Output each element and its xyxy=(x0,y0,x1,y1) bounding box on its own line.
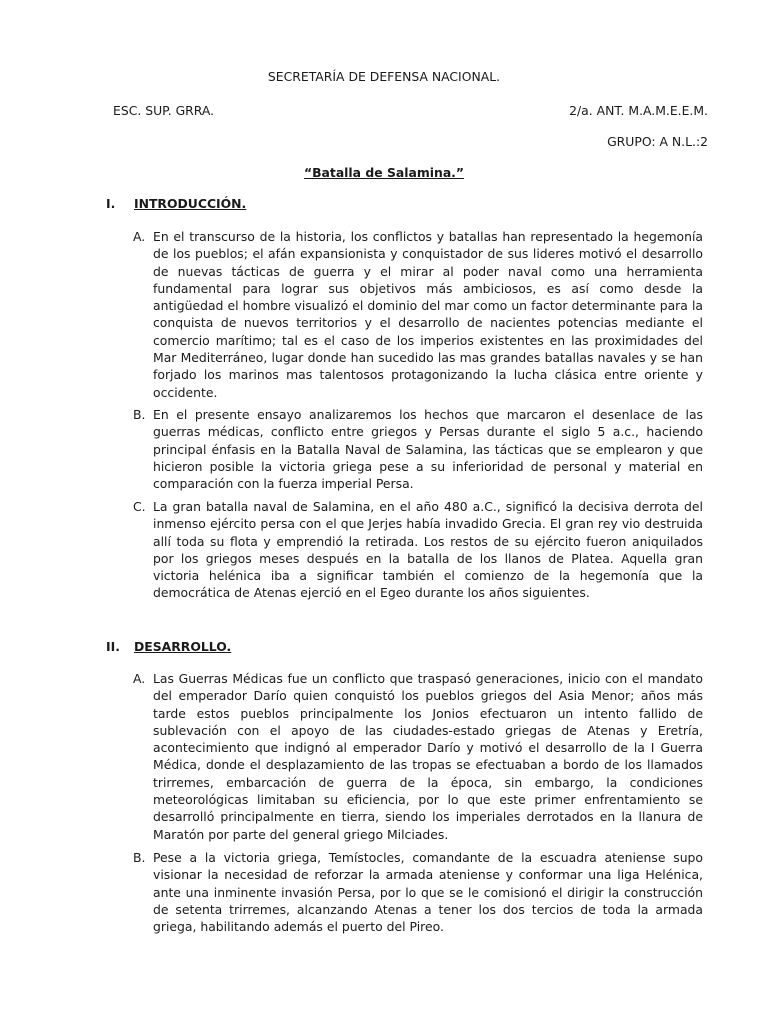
section-heading-text: DESARROLLO. xyxy=(134,639,232,654)
section-numeral: II. xyxy=(106,639,120,654)
institution-header: SECRETARÍA DE DEFENSA NACIONAL. xyxy=(267,69,501,84)
paragraph-letter: A. xyxy=(133,229,146,244)
school-label: ESC. SUP. GRRA. xyxy=(113,103,215,118)
document-title: “Batalla de Salamina.” xyxy=(303,165,465,180)
paragraph-letter: B. xyxy=(133,407,146,422)
section-heading-desarrollo xyxy=(106,638,231,655)
section-heading-introduccion xyxy=(106,195,246,212)
paragraph-text: La gran batalla naval de Salamina, en el año 480 a.C., significó la decisiva derrota del inmenso ejército persa con el que Jerjes había invadido Grecia. El gran rey vio destruida allí toda su flota y emprendió la retirada. Los restos de su ejército fueron aniquilados por los griegos meses después en la batalla de los llanos de Platea. Aquella gran victoria helénica iba a significar también el comienzo de la hegemonía que la democrática de Atenas ejerció en el Egeo durante los años siguientes. xyxy=(153,499,703,601)
paragraph-intro-c xyxy=(133,498,703,602)
section-numeral: I. xyxy=(106,196,116,211)
paragraph-intro-a xyxy=(133,228,703,401)
group-label: GRUPO: A N.L.:2 xyxy=(607,134,708,149)
paragraph-text: Las Guerras Médicas fue un conflicto que traspasó generaciones, inicio con el mandato del emperador Darío quien conquistó los pueblos griegos del Asia Menor; años más tarde estos pueblos principalmente los Jonios efectuaron un intento fallido de sublevación con el apoyo de las ciudades-estado griegas de Atenas y Eretría, acontecimiento que indignó al emperador Darío y motivó el desarrollo de la I Guerra Médica, donde el desplazamiento de las tropas se efectuaban a bordo de los llamados trirremes, embarcación de guerra de la época, sin embargo, la condiciones meteorológicas limitaban su eficiencia, por lo que este primer enfrentamiento se desarrolló principalmente en tierra, siendo los imperiales derrotados en la llanura de Maratón por parte del general griego Milciades. xyxy=(153,671,703,842)
paragraph-text: En el presente ensayo analizaremos los hechos que marcaron el desenlace de las guerras médicas, conflicto entre griegos y Persas durante el siglo 5 a.c., haciendo principal énfasis en la Batalla Naval de Salamina, las tácticas que se emplearon y que hicieron posible la victoria griega pese a su inferioridad de personal y material en comparación con la fuerza imperial Persa. xyxy=(153,407,703,492)
paragraph-text: Pese a la victoria griega, Temístocles, comandante de la escuadra ateniense supo visionar la necesidad de reforzar la armada ateniense y conformar una liga Helénica, ante una inminente invasión Persa, por lo que se le comisionó el dirigir la construcción de setenta trirremes, alcanzando Atenas a tener los dos tercios de toda la armada griega, habilitando además el puerto del Pireo. xyxy=(153,850,703,935)
paragraph-text: En el transcurso de la historia, los conflictos y batallas han representado la hegemonía de los pueblos; el afán expansionista y conquistador de sus lideres motivó el desarrollo de nuevas tácticas de guerra y el mirar al poder naval como una herramienta fundamental para lograr sus objetivos más ambiciosos, es así como desde la antigüedad el hombre visualizó el dominio del mar como un factor determinante para la conquista de nuevos territorios y el desarrollo de nacientes potencias mediante el comercio marítimo; tal es el caso de los imperios existentes en las proximidades del Mar Mediterráneo, lugar donde han sucedido las mas grandes batallas navales y se han forjado los marinos mas talentosos protagonizando la lucha clásica entre oriente y occidente. xyxy=(153,229,703,400)
paragraph-letter: C. xyxy=(133,499,146,514)
paragraph-desarrollo-a xyxy=(133,670,703,843)
paragraph-desarrollo-b xyxy=(133,849,703,935)
section-heading-text: INTRODUCCIÓN. xyxy=(134,196,247,211)
paragraph-letter: A. xyxy=(133,671,146,686)
course-label: 2/a. ANT. M.A.M.E.E.M. xyxy=(569,103,708,118)
paragraph-letter: B. xyxy=(133,850,146,865)
paragraph-intro-b xyxy=(133,406,703,492)
